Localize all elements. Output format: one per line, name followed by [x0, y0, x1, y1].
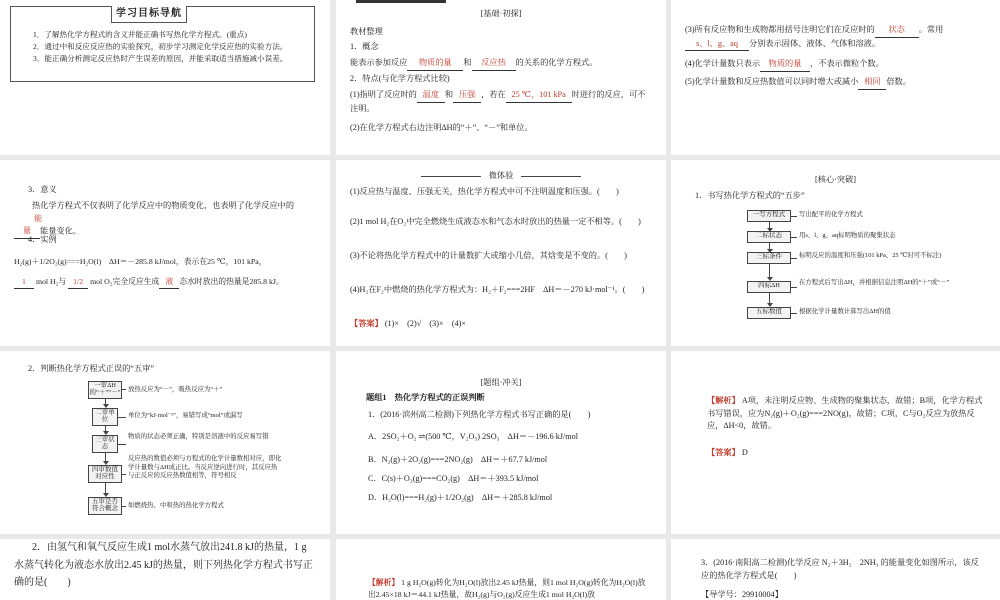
analysis-label: 【解析】 [707, 396, 740, 405]
answer-label: 【答案】 [707, 448, 740, 457]
connector [118, 417, 126, 418]
fill-blank: 物质的量 [407, 57, 463, 71]
slide-analysis-1 [671, 351, 1000, 534]
practice-item: (3)不论将热化学方程式中的计量数扩大或缩小几倍，其焓变是不变的。( ) [350, 251, 628, 260]
answer-text: (1)× (2)√ (3)× (4)× [384, 319, 466, 328]
example-equation: H₂(g)＋1/2O₂(g)===H₂O(l) ΔH＝－285.8 kJ/mol，表示在25 ℃，101 kPa， [14, 257, 267, 266]
option-b: B．N₂(g)＋2O₂(g)===2NO₂(g) ΔH＝＋67.7 kJ/mol [368, 455, 548, 464]
analysis-text: 【解析】 1 g H₂O(g)转化为H₂O(l)放出2.45 kJ热量，则1 mol H₂O(g)转化为H₂O(l)放出2.45×18 kJ＝44.1 kJ热量，故H₂(g)与O₂(g)反应生成1 mol H₂O(l)放 [368, 578, 646, 600]
divider [421, 176, 481, 177]
feature-1: (1)指明了反应时的 温度 和 压强 ，若在 25 ℃，101 kPa 时进行的反应，可不注明。 [350, 90, 646, 113]
step-text: 在方程式后写出ΔH，并根据信息注明ΔH的“＋”或“－” [799, 279, 950, 286]
subsection-title: 教材整理 [350, 27, 383, 36]
five-checks-title: 2．判断热化学方程式正误的“五审” [28, 364, 154, 373]
question-2-text: 2．由氢气和氧气反应生成1 mol水蒸气放出241.8 kJ的热量，1 g水蒸气转化为液态水放出2.45 kJ的热量，则下列热化学方程式书写正确的是( ) [14, 542, 313, 588]
slide-question-3 [671, 539, 1000, 600]
fill-blank: 压强 [453, 89, 481, 103]
connector [791, 287, 797, 288]
fill-blank: 能量 [14, 213, 40, 239]
connector [791, 313, 797, 314]
slide-five-steps [671, 160, 1000, 346]
section-header: [基础·初探] [480, 9, 522, 18]
slide-exercise-1 [336, 351, 666, 534]
fill-blank: s、l、g、aq [685, 38, 749, 52]
fill-blank: 液 [159, 276, 179, 289]
connector [122, 506, 126, 507]
meaning-title: 3．意义 [28, 185, 57, 194]
step-box: 三标条件 [747, 252, 791, 264]
section-header: [核心·突破] [815, 175, 856, 184]
feature-5: (5)化学计量数和反应热数值可以同时增大或减小 相同 倍数。 [671, 76, 1000, 90]
slide-basic-concepts [336, 0, 666, 155]
goal-item: 3．能正确分析测定反应热时产生误差的原因，并能采取适当措施减小误差。 [33, 53, 288, 63]
step-text: 根据化学计量数计算写出ΔH的值 [799, 308, 891, 315]
fill-blank: 物质的量 [760, 58, 810, 72]
check-box: 四审数值对应性 [88, 465, 122, 483]
example-title: 4．实例 [28, 235, 57, 244]
practice-item: (1)反应热与温度、压强无关，热化学方程式中可不注明温度和压强。( ) [350, 187, 619, 196]
slide-question-2 [0, 539, 330, 600]
slide-micro-practice [336, 160, 666, 346]
check-text: 放热反应为“－”，吸热反应为“＋” [128, 386, 223, 393]
check-text: 反应热的数值必须与方程式的化学计量数相对应，即化学计量数与ΔH成正比。当反应逆向进行时，其反应热与正反应的反应热数值相等，符号相反 [128, 455, 282, 480]
fill-blank: 温度 [417, 89, 445, 103]
guide-code: 【导学号：29910004】 [701, 590, 783, 599]
example-text: 1 mol H₂与 1/2 mol O₂完全反应生成 液 态水时放出的热量是285.8 kJ。 [0, 276, 330, 289]
step-text: 写出配平的化学方程式 [799, 211, 863, 218]
step-box: 四标ΔH [747, 281, 791, 293]
features-title: 2．特点(与化学方程式比较) [350, 74, 450, 83]
option-c: C．C(s)＋O₂(g)===CO₂(g) ΔH＝＋393.5 kJ/mol [368, 474, 539, 483]
section-header: [题组·冲关] [480, 378, 522, 387]
fill-blank: 状态 [875, 24, 919, 38]
check-box: 二审单位 [92, 408, 118, 426]
goal-item: 1．了解热化学方程式的含义并能正确书写热化学方程式。(重点) [33, 30, 247, 39]
arrow-down [769, 243, 770, 250]
fill-blank: 25 ℃，101 kPa [506, 89, 572, 103]
check-text: 如燃烧热、中和热的热化学方程式 [128, 502, 224, 509]
answer-label: 【答案】 [350, 319, 383, 328]
slide-features-cont [671, 0, 1000, 155]
connector [118, 444, 126, 445]
micro-title: 微体验 [488, 171, 514, 180]
feature-3: (3)所有反应物和生成物都用括号注明它们在反应时的 状态 。常用 s、l、g、aq 分别表示固体、液体、气体和溶液。 [671, 24, 1000, 51]
connector [791, 237, 797, 238]
fill-blank: 1 [14, 276, 34, 289]
slide-analysis-2 [336, 539, 666, 600]
arrow-down [769, 293, 770, 304]
analysis-text: 【解析】 A项，未注明反应物、生成物的聚集状态，故错；B项，化学方程式书写错误，应为N₂(g)＋O₂(g)===2NO(g)，故错；C项，C与O₂反应为放热反应，ΔH<0，故错。 [707, 396, 983, 431]
step-text: 用s、l、g、aq标明物质的聚集状态 [799, 232, 896, 239]
slide-five-checks [0, 351, 330, 534]
meaning-text: 热化学方程式不仅表明了化学反应中的物质变化，也表明了化学反应中的 能量 能量变化。 [0, 200, 330, 239]
connector [122, 474, 126, 475]
practice-item: (2)1 mol H₂在O₂中完全燃烧生成液态水和气态水时放出的热量一定不相等。( ) [350, 217, 641, 226]
step-text: 标明反应的温度和压强(101 kPa、25 ℃时可不标注) [799, 252, 942, 259]
goals-box [10, 6, 315, 82]
connector [791, 216, 797, 217]
check-box: 五审是否符合概念 [88, 497, 122, 515]
arrow-down [769, 264, 770, 278]
check-box: 一审ΔH的“＋”“－” [88, 381, 122, 399]
answer-line [336, 318, 666, 331]
question-3-text: 3．(2016·南阳高二检测)化学反应 N₂＋3H₂ 2NH₃ 的能量变化如图所示，该反应的热化学方程式是( ) [701, 558, 979, 580]
step-box: 二标状态 [747, 231, 791, 243]
analysis-label: 【解析】 [368, 578, 400, 587]
check-text: 物质的状态必须正确，特别是溶液中的反应易写错 [128, 433, 269, 440]
micro-title-row [336, 170, 666, 183]
question-text: 1．(2016·滨州高二检测)下列热化学方程式书写正确的是( ) [368, 410, 591, 419]
divider [521, 176, 581, 177]
fill-blank: 反应热 [472, 57, 516, 71]
concept-text: 能表示参加反应 物质的量 和 反应热 的关系的化学方程式。 [336, 57, 666, 71]
five-steps-title: 1．书写热化学方程式的“五步” [695, 191, 805, 200]
connector [122, 389, 126, 390]
group-title: 题组1 热化学方程式的正误判断 [366, 393, 485, 402]
feature-4: (4)化学计量数只表示 物质的量 ，不表示微粒个数。 [671, 58, 1000, 72]
slide-meaning-example [0, 160, 330, 346]
connector [791, 258, 797, 259]
concept-title: 1．概念 [350, 42, 379, 51]
step-box: 一写方程式 [747, 210, 791, 222]
arrow-down [105, 483, 106, 494]
goal-item: 2．通过中和反应反应热的实验探究，初步学习测定化学反应热的实验方法。 [33, 41, 288, 51]
feature-2: (2)在化学方程式右边注明ΔH的“＋”、“－”和单位。 [350, 123, 533, 132]
top-strip [356, 0, 446, 3]
fill-blank: 相同 [858, 76, 886, 90]
slide-learning-goals [0, 0, 330, 155]
check-text: 单位为“kJ·mol⁻¹”，易错写成“mol”或漏写 [128, 412, 243, 419]
answer-line [671, 447, 1000, 460]
goals-title: 学习目标导航 [111, 6, 187, 23]
arrow-down [105, 426, 106, 432]
arrow-down [769, 222, 770, 229]
option-d: D．H₂O(l)===H₂(g)＋1/2O₂(g) ΔH＝＋285.8 kJ/mol [368, 493, 553, 502]
arrow-down [105, 453, 106, 462]
step-box: 五标数值 [747, 307, 791, 319]
practice-item: (4)H₂在F₂中燃烧的热化学方程式为：H₂＋F₂===2HF ΔH＝－270 kJ·mol⁻¹。( ) [350, 285, 645, 294]
fill-blank: 1/2 [68, 276, 88, 289]
answer-text: D [741, 448, 748, 457]
check-box: 三审状态 [92, 435, 118, 453]
option-a: A．2SO₂＋O₂ ⇌(500 ℃，V₂O₅) 2SO₃ ΔH＝－196.6 kJ/mol [368, 432, 579, 441]
arrow-down [105, 399, 106, 405]
